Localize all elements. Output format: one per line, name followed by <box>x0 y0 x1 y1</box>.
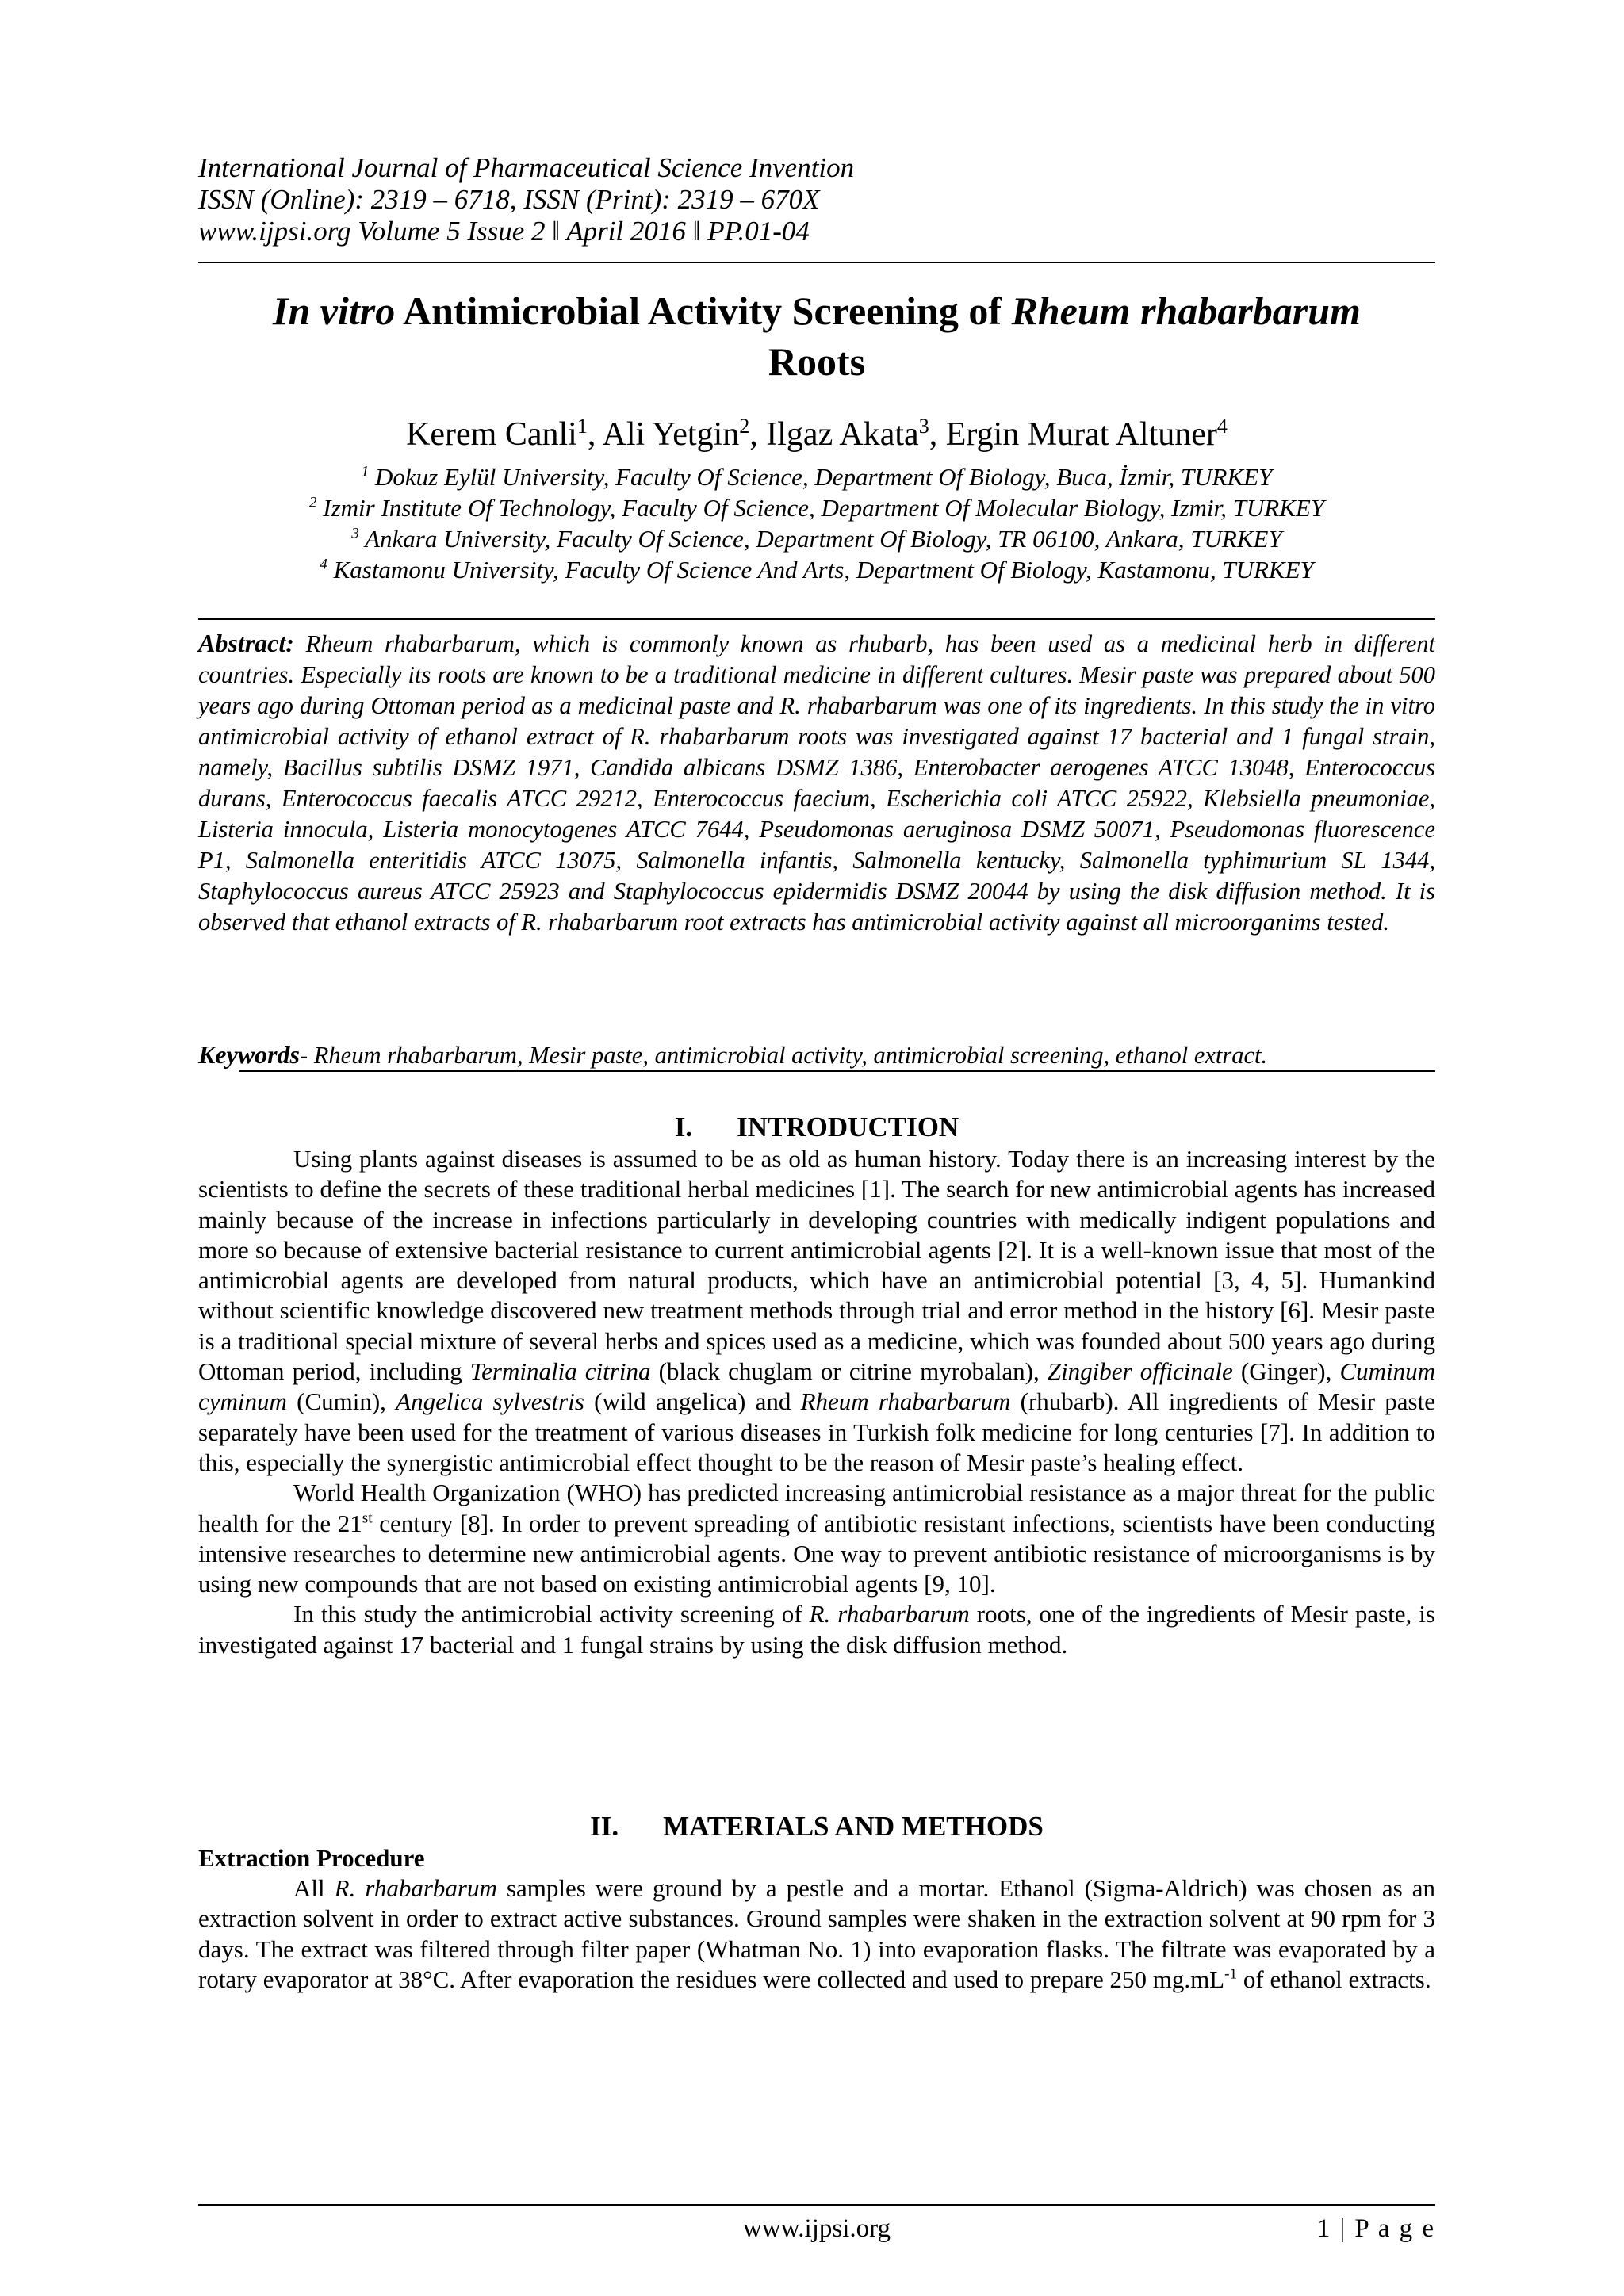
text-run: All <box>293 1874 335 1902</box>
title-italic-part: In vitro <box>273 289 396 333</box>
section-title: MATERIALS AND METHODS <box>663 1811 1044 1842</box>
author-affil-mark: 3 <box>918 415 929 438</box>
journal-issn: ISSN (Online): 2319 – 6718, ISSN (Print): 2319 – 670X <box>198 184 820 215</box>
text-run: (wild angelica) and <box>584 1387 801 1416</box>
affil-mark: 2 <box>308 494 317 511</box>
affiliation <box>198 492 1435 523</box>
title-last-word: Roots <box>768 339 866 384</box>
text-run: samples were ground by a pestle and a mortar. Ethanol (Sigma-Aldrich) was chosen as an extraction solvent in order to extract active substances. Ground samples were shaken in the extraction solvent at 90 rpm for 3 days. The extract was filtered through filter paper (Whatman No. 1) into evaporation flasks. The filtrate was evaporated by a rotary evaporator at 38°C. After evaporation the residues were collected and used to prepare 250 mg.mL <box>198 1874 1435 1993</box>
title-species: Rheum rhabarbarum <box>1011 289 1361 333</box>
keywords-rule <box>239 1070 1435 1072</box>
author-affil-mark: 1 <box>576 415 588 438</box>
affil-text: Izmir Institute Of Technology, Faculty Of Science, Department Of Molecular Biology, Izmir, TURKEY <box>316 494 1325 522</box>
italic-term: Rheum rhabarbarum <box>800 1387 1011 1416</box>
author-name: Ergin Murat Altuner <box>945 416 1217 453</box>
superscript: st <box>362 1510 373 1527</box>
superscript: -1 <box>1224 1965 1238 1983</box>
text-run: (Ginger), <box>1232 1357 1340 1386</box>
paragraph <box>198 1873 1435 1995</box>
italic-term: R. rhabarbarum <box>334 1874 497 1902</box>
subheading-extraction: Extraction Procedure <box>198 1844 425 1872</box>
paragraph <box>198 1599 1435 1660</box>
section-heading-materials-methods <box>198 1809 1435 1844</box>
text-run: (Cumin), <box>286 1387 396 1416</box>
journal-header <box>198 152 1435 247</box>
text-run: roots, one of the ingredients of Mesir paste, is investigated against 17 bacterial and 1 fungal strains by using the disk diffusion method. <box>198 1600 1435 1659</box>
affil-text: Ankara University, Faculty Of Science, Department Of Biology, TR 06100, Ankara, TURKEY <box>358 525 1282 553</box>
author-separator: , <box>929 416 946 453</box>
abstract-top-rule <box>198 618 1435 620</box>
affiliation <box>198 461 1435 492</box>
text-run: (black chuglam or citrine myrobalan), <box>650 1357 1048 1386</box>
journal-name: International Journal of Pharmaceutical Science Invention <box>198 152 855 183</box>
text-run: of ethanol extracts. <box>1237 1965 1431 1993</box>
page-number: 1 | P a g e <box>1316 2214 1435 2243</box>
journal-volume-line: www.ijpsi.org Volume 5 Issue 2 ǁ April 2016 ǁ PP.01-04 <box>198 216 810 247</box>
affil-text: Dokuz Eylül University, Faculty Of Science, Department Of Biology, Buca, İzmir, TURKEY <box>369 463 1273 491</box>
author-separator: , <box>749 416 767 453</box>
abstract <box>198 628 1435 938</box>
italic-term: Cuminum cyminum <box>198 1357 1436 1416</box>
keywords-label: Keywords <box>198 1040 300 1069</box>
affil-mark: 3 <box>351 525 359 542</box>
author-name: Ali Yetgin <box>602 416 740 453</box>
affiliation-list <box>198 461 1435 585</box>
header-rule <box>198 262 1435 263</box>
affil-mark: 1 <box>361 463 370 480</box>
italic-term: R. rhabarbarum <box>809 1600 970 1628</box>
italic-term: Angelica sylvestris <box>396 1387 584 1416</box>
abstract-label: Abstract: <box>198 629 294 657</box>
section-number: I. <box>674 1112 693 1142</box>
affiliation <box>198 554 1435 585</box>
italic-term: Zingiber officinale <box>1047 1357 1233 1386</box>
paragraph <box>198 1478 1435 1599</box>
affil-mark: 4 <box>320 556 327 573</box>
introduction-body <box>198 1144 1435 1660</box>
methods-body <box>198 1873 1435 1995</box>
section-heading-introduction <box>198 1110 1435 1145</box>
abstract-text: Rheum rhabarbarum, which is commonly known as rhubarb, has been used as a medicinal herb in different countries. Especially its roots are known to be a traditional medicine in different cultures. Mesir paste was prepared about 500 years ago during Ottoman period as a medicinal paste and R. rhabarbarum was one of its ingredients. In this study the in vitro antimicrobial activity of ethanol extract of R. rhabarbarum roots was investigated against 17 bacterial and 1 fungal strain, namely, Bacillus subtilis DSMZ 1971, Candida albicans DSMZ 1386, Enterobacter aerogenes ATCC 13048, Enterococcus durans, Enterococcus faecalis ATCC 29212, Enterococcus faecium, Escherichia coli ATCC 25922, Klebsiella pneumoniae, Listeria innocula, Listeria monocytogenes ATCC 7644, Pseudomonas aeruginosa DSMZ 50071, Pseudomonas fluorescence P1, Salmonella enteritidis ATCC 13075, Salmonella infantis, Salmonella kentucky, Salmonella typhimurium SL 1344, Staphylococcus aureus ATCC 25923 and Staphylococcus epidermidis DSMZ 20044 by using the disk diffusion method. It is observed that ethanol extracts of R. rhabarbarum root extracts has antimicrobial activity against all microorganims tested. <box>198 630 1435 936</box>
keywords <box>198 1039 1435 1071</box>
footer-rule <box>198 2204 1435 2206</box>
text-run: World Health Organization (WHO) has predicted increasing antimicrobial resistance as a major threat for the public health for the 21 <box>198 1479 1435 1537</box>
affiliation <box>198 523 1435 554</box>
paragraph <box>198 1144 1435 1478</box>
affil-text: Kastamonu University, Faculty Of Science And Arts, Department Of Biology, Kastamonu, TURKEY <box>327 556 1314 584</box>
section-title: INTRODUCTION <box>737 1112 959 1142</box>
author-list <box>198 412 1435 457</box>
title-text-part: Antimicrobial Activity Screening of <box>395 289 1012 333</box>
text-run: (rhubarb). All ingredients of Mesir paste separately have been used for the treatment of various diseases in Turkish folk medicine for long centuries [7]. In addition to this, especially the synergistic antimicrobial effect thought to be the reason of Mesir paste’s healing effect. <box>198 1387 1435 1476</box>
text-run: In this study the antimicrobial activity screening of <box>293 1600 810 1628</box>
footer-url: www.ijpsi.org <box>742 2214 891 2243</box>
text-run: Using plants against diseases is assumed to be as old as human history. Today there is an increasing interest by the scientists to define the secrets of these traditional herbal medicines [1]. The search for new antimicrobial agents has increased mainly because of the increase in infections particularly in developing countries with medically indigent populations and more so because of extensive bacterial resistance to current antimicrobial agents [2]. It is a well-known issue that most of the antimicrobial agents are developed from natural products, which have an antimicrobial potential [3, 4, 5]. Humankind without scientific knowledge discovered new treatment methods through trial and error method in the history [6]. Mesir paste is a traditional special mixture of several herbs and spices used as a medicine, which was founded about 500 years ago during Ottoman period, including <box>198 1145 1435 1386</box>
author-separator: , <box>587 416 603 453</box>
italic-term: Terminalia citrina <box>469 1357 651 1386</box>
author-name: Ilgaz Akata <box>766 416 919 453</box>
keywords-text: - Rheum rhabarbarum, Mesir paste, antimicrobial activity, antimicrobial screening, ethanol extract. <box>300 1042 1268 1069</box>
section-number: II. <box>590 1811 619 1842</box>
paper-title <box>198 285 1435 387</box>
author-affil-mark: 2 <box>739 415 750 438</box>
author-affil-mark: 4 <box>1216 415 1228 438</box>
text-run: century [8]. In order to prevent spreading of antibiotic resistant infections, scientists have been conducting intensive researches to determine new antimicrobial agents. One way to prevent antibiotic resistance of microorganisms is by using new compounds that are not based on existing antimicrobial agents [9, 10]. <box>198 1509 1435 1598</box>
author-name: Kerem Canli <box>406 416 577 453</box>
